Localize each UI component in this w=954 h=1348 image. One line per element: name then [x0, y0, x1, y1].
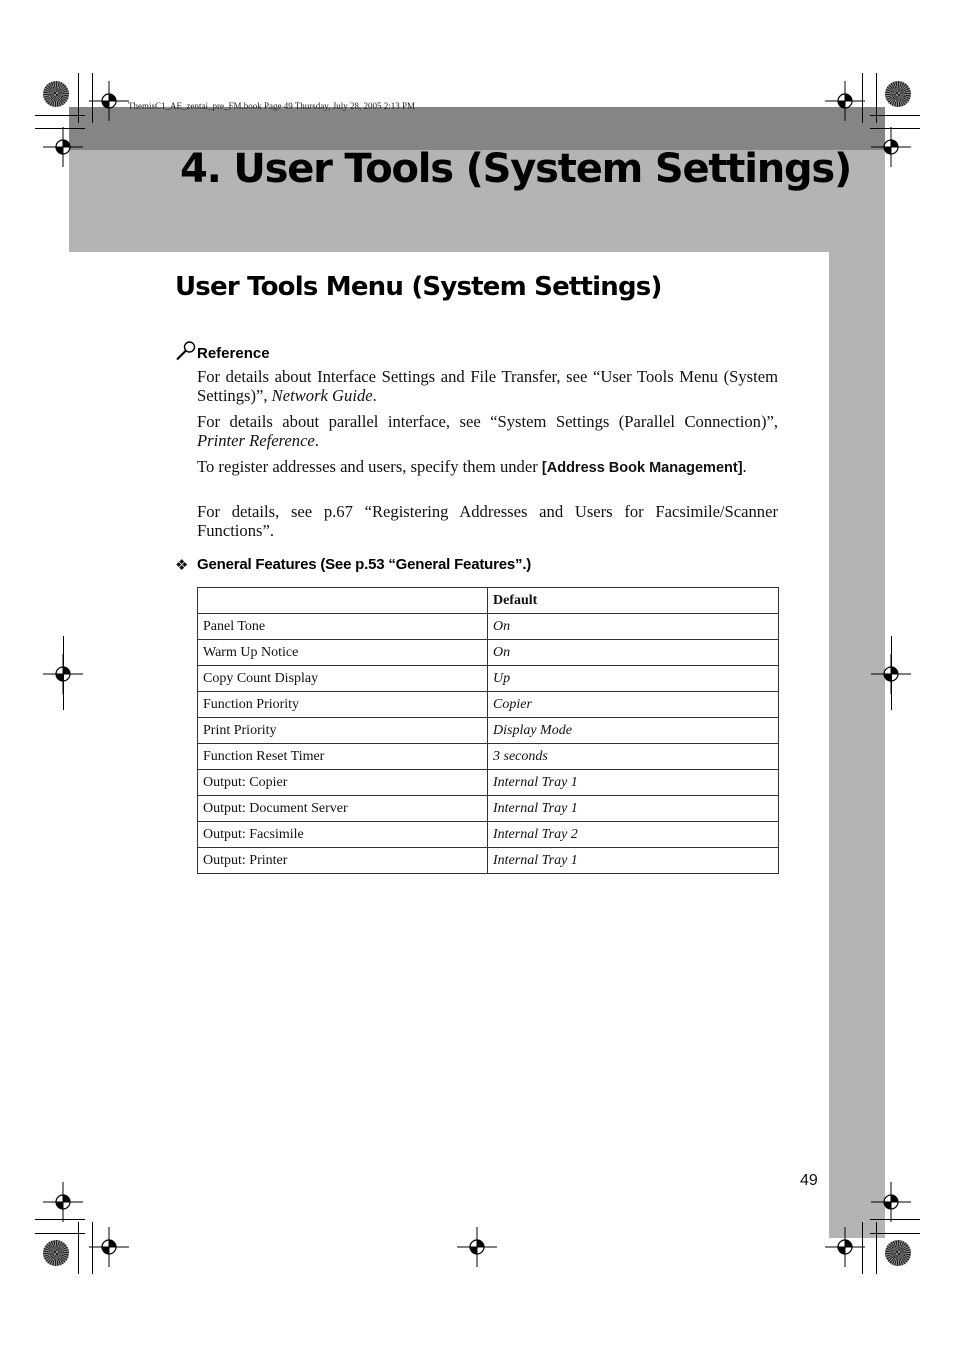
key-address-book-management: [Address Book Management]	[541, 460, 743, 476]
setting-name: Function Reset Timer	[198, 744, 488, 770]
table-row	[198, 692, 779, 718]
magnifier-icon	[175, 340, 197, 362]
registration-mark	[457, 1227, 497, 1267]
crop-line	[870, 1233, 920, 1234]
crop-line	[870, 115, 920, 116]
table-header-setting	[198, 588, 488, 614]
table-row	[198, 796, 779, 822]
setting-default: Internal Tray 1	[488, 848, 779, 874]
registration-mark	[43, 1182, 83, 1222]
setting-default: Internal Tray 2	[488, 822, 779, 848]
registration-mark	[89, 1227, 129, 1267]
chapter-title: 4. User Tools (System Settings)	[180, 146, 852, 192]
crop-line	[876, 1222, 877, 1274]
reference-paragraph-1: For details about Interface Settings and File Transfer, see “User Tools Menu (System Settings)”, Network Guide.	[197, 367, 778, 405]
crop-line	[78, 1222, 79, 1274]
table-row	[198, 666, 779, 692]
print-slug: ThemisC1_AE_zentai_pre_FM.book Page 49 Thursday, July 28, 2005 2:13 PM	[128, 101, 415, 111]
link-printer-reference: Printer Reference	[197, 431, 315, 450]
header-band-dark	[69, 107, 885, 150]
crop-line	[870, 1219, 920, 1220]
corner-disc	[43, 1240, 69, 1266]
registration-mark	[825, 1227, 865, 1267]
crop-line	[862, 73, 863, 123]
setting-name: Print Priority	[198, 718, 488, 744]
side-thumb-band	[829, 252, 885, 1238]
crop-line	[92, 73, 93, 123]
setting-name: Output: Facsimile	[198, 822, 488, 848]
setting-default: On	[488, 640, 779, 666]
table-row	[198, 614, 779, 640]
crop-line	[862, 1222, 863, 1274]
table-row	[198, 640, 779, 666]
table-header-row	[198, 588, 779, 614]
crop-line	[63, 636, 64, 710]
registration-mark	[825, 81, 865, 121]
diamond-bullet-icon: ❖	[175, 556, 189, 574]
setting-name: Panel Tone	[198, 614, 488, 640]
link-network-guide: Network Guide	[271, 386, 373, 405]
setting-name: Function Priority	[198, 692, 488, 718]
setting-default: Internal Tray 1	[488, 770, 779, 796]
crop-line	[35, 128, 85, 129]
crop-line	[870, 128, 920, 129]
registration-mark	[871, 1182, 911, 1222]
registration-mark	[89, 81, 129, 121]
setting-name: Output: Copier	[198, 770, 488, 796]
table-row	[198, 822, 779, 848]
setting-default: Copier	[488, 692, 779, 718]
table-header-default: Default	[488, 588, 779, 614]
crop-line	[891, 636, 892, 710]
table-row	[198, 718, 779, 744]
crop-line	[35, 1233, 85, 1234]
setting-default: 3 seconds	[488, 744, 779, 770]
setting-name: Copy Count Display	[198, 666, 488, 692]
reference-heading: Reference	[197, 345, 270, 362]
setting-default: Up	[488, 666, 779, 692]
setting-default: Display Mode	[488, 718, 779, 744]
setting-name: Output: Document Server	[198, 796, 488, 822]
crop-line	[35, 1219, 85, 1220]
table-row	[198, 744, 779, 770]
settings-table	[197, 587, 779, 874]
table-row	[198, 770, 779, 796]
table-row	[198, 848, 779, 874]
reference-paragraph-3: To register addresses and users, specify them under [Address Book Management].	[197, 457, 747, 476]
registration-mark	[871, 127, 911, 167]
reference-paragraph-2: For details about parallel interface, see “System Settings (Parallel Connection)”, Printer Reference.	[197, 412, 778, 450]
crop-line	[35, 115, 85, 116]
setting-default: Internal Tray 1	[488, 796, 779, 822]
corner-disc	[885, 1240, 911, 1266]
features-heading: General Features (See p.53 “General Features”.)	[197, 556, 532, 573]
setting-default: On	[488, 614, 779, 640]
corner-disc	[885, 81, 911, 107]
section-title: User Tools Menu (System Settings)	[175, 272, 662, 302]
page-number: 49	[800, 1172, 818, 1189]
setting-name: Output: Printer	[198, 848, 488, 874]
setting-name: Warm Up Notice	[198, 640, 488, 666]
registration-mark	[43, 127, 83, 167]
crop-line	[92, 1222, 93, 1274]
reference-paragraph-4: For details, see p.67 “Registering Addresses and Users for Facsimile/Scanner Functions”.	[197, 502, 778, 540]
corner-disc	[43, 81, 69, 107]
